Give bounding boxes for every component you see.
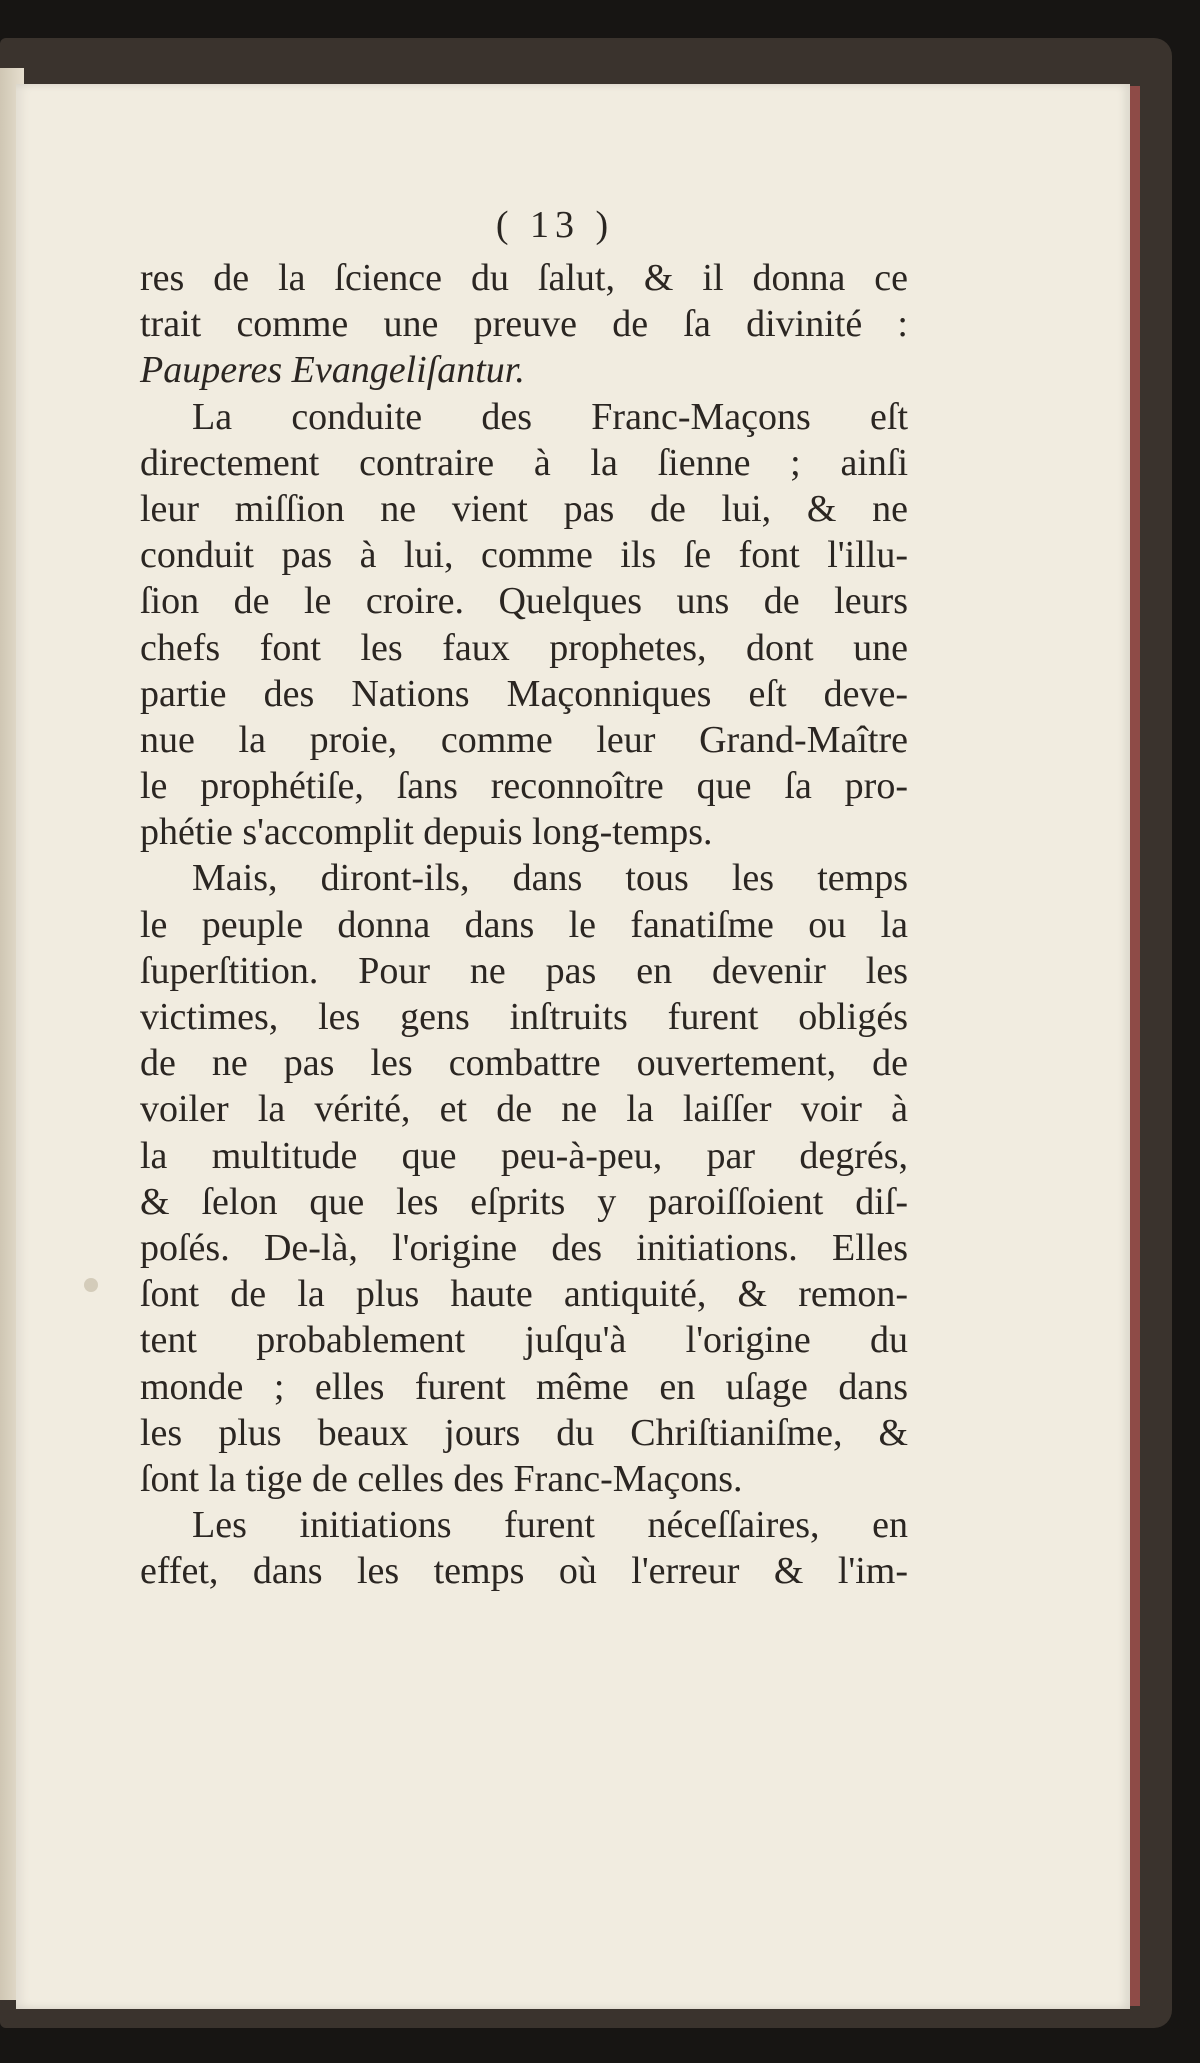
text-line: Mais, diront-ils, dans tous les temps bbox=[192, 857, 908, 900]
page-number-header bbox=[0, 203, 1200, 247]
text-line: nue la proie, comme leur Grand-Maître bbox=[140, 718, 908, 761]
page-red-edge bbox=[1130, 86, 1140, 2006]
text-line: voiler la vérité, et de ne la laiſſer voir à bbox=[140, 1088, 908, 1131]
text-line: partie des Nations Maçonniques eſt deve- bbox=[140, 672, 908, 715]
page-number: ( 13 ) bbox=[495, 204, 615, 246]
text-line: tent probablement juſqu'à l'origine du bbox=[140, 1319, 908, 1362]
text-line: la multitude que peu-à-peu, par degrés, bbox=[140, 1134, 908, 1177]
text-line: le prophétiſe, ſans reconnoître que ſa pro- bbox=[140, 765, 908, 808]
text-line: directement contraire à la ſienne ; ainſi bbox=[140, 441, 908, 484]
text-line: & ſelon que les eſprits y paroiſſoient diſ- bbox=[140, 1180, 908, 1223]
text-line: conduit pas à lui, comme ils ſe font l'illu- bbox=[140, 534, 908, 577]
text-line: Les initiations furent néceſſaires, en bbox=[192, 1504, 908, 1547]
text-line: res de la ſcience du ſalut, & il donna ce bbox=[140, 257, 908, 299]
paper-stain bbox=[84, 1278, 98, 1292]
text-line: victimes, les gens inſtruits furent obligés bbox=[140, 996, 908, 1038]
text-line: ſion de le croire. Quelques uns de leurs bbox=[140, 580, 908, 623]
text-line: ſont de la plus haute antiquité, & remon- bbox=[140, 1273, 908, 1316]
text-line: leur miſſion ne vient pas de lui, & ne bbox=[140, 487, 908, 530]
text-line: Pauperes Evangeliſantur. bbox=[140, 349, 525, 392]
text-line: le peuple donna dans le fanatiſme ou la bbox=[140, 903, 908, 946]
text-line: La conduite des Franc-Maçons eſt bbox=[192, 395, 908, 438]
text-line: chefs font les faux prophetes, dont une bbox=[140, 626, 908, 669]
text-line: ſont la tige de celles des Franc-Maçons. bbox=[140, 1457, 743, 1500]
text-line: phétie s'accomplit depuis long-temps. bbox=[140, 811, 713, 854]
text-line: trait comme une preuve de ſa divinité : bbox=[140, 303, 908, 346]
text-line: monde ; elles furent même en uſage dans bbox=[140, 1365, 908, 1408]
body-text bbox=[140, 255, 908, 1594]
text-line: de ne pas les combattre ouvertement, de bbox=[140, 1042, 908, 1085]
text-line: ſuperſtition. Pour ne pas en devenir les bbox=[140, 949, 908, 992]
text-line: effet, dans les temps où l'erreur & l'im- bbox=[140, 1550, 908, 1593]
text-line: poſés. De-là, l'origine des initiations. Elles bbox=[140, 1226, 908, 1269]
text-line: les plus beaux jours du Chriſtianiſme, & bbox=[140, 1411, 908, 1454]
